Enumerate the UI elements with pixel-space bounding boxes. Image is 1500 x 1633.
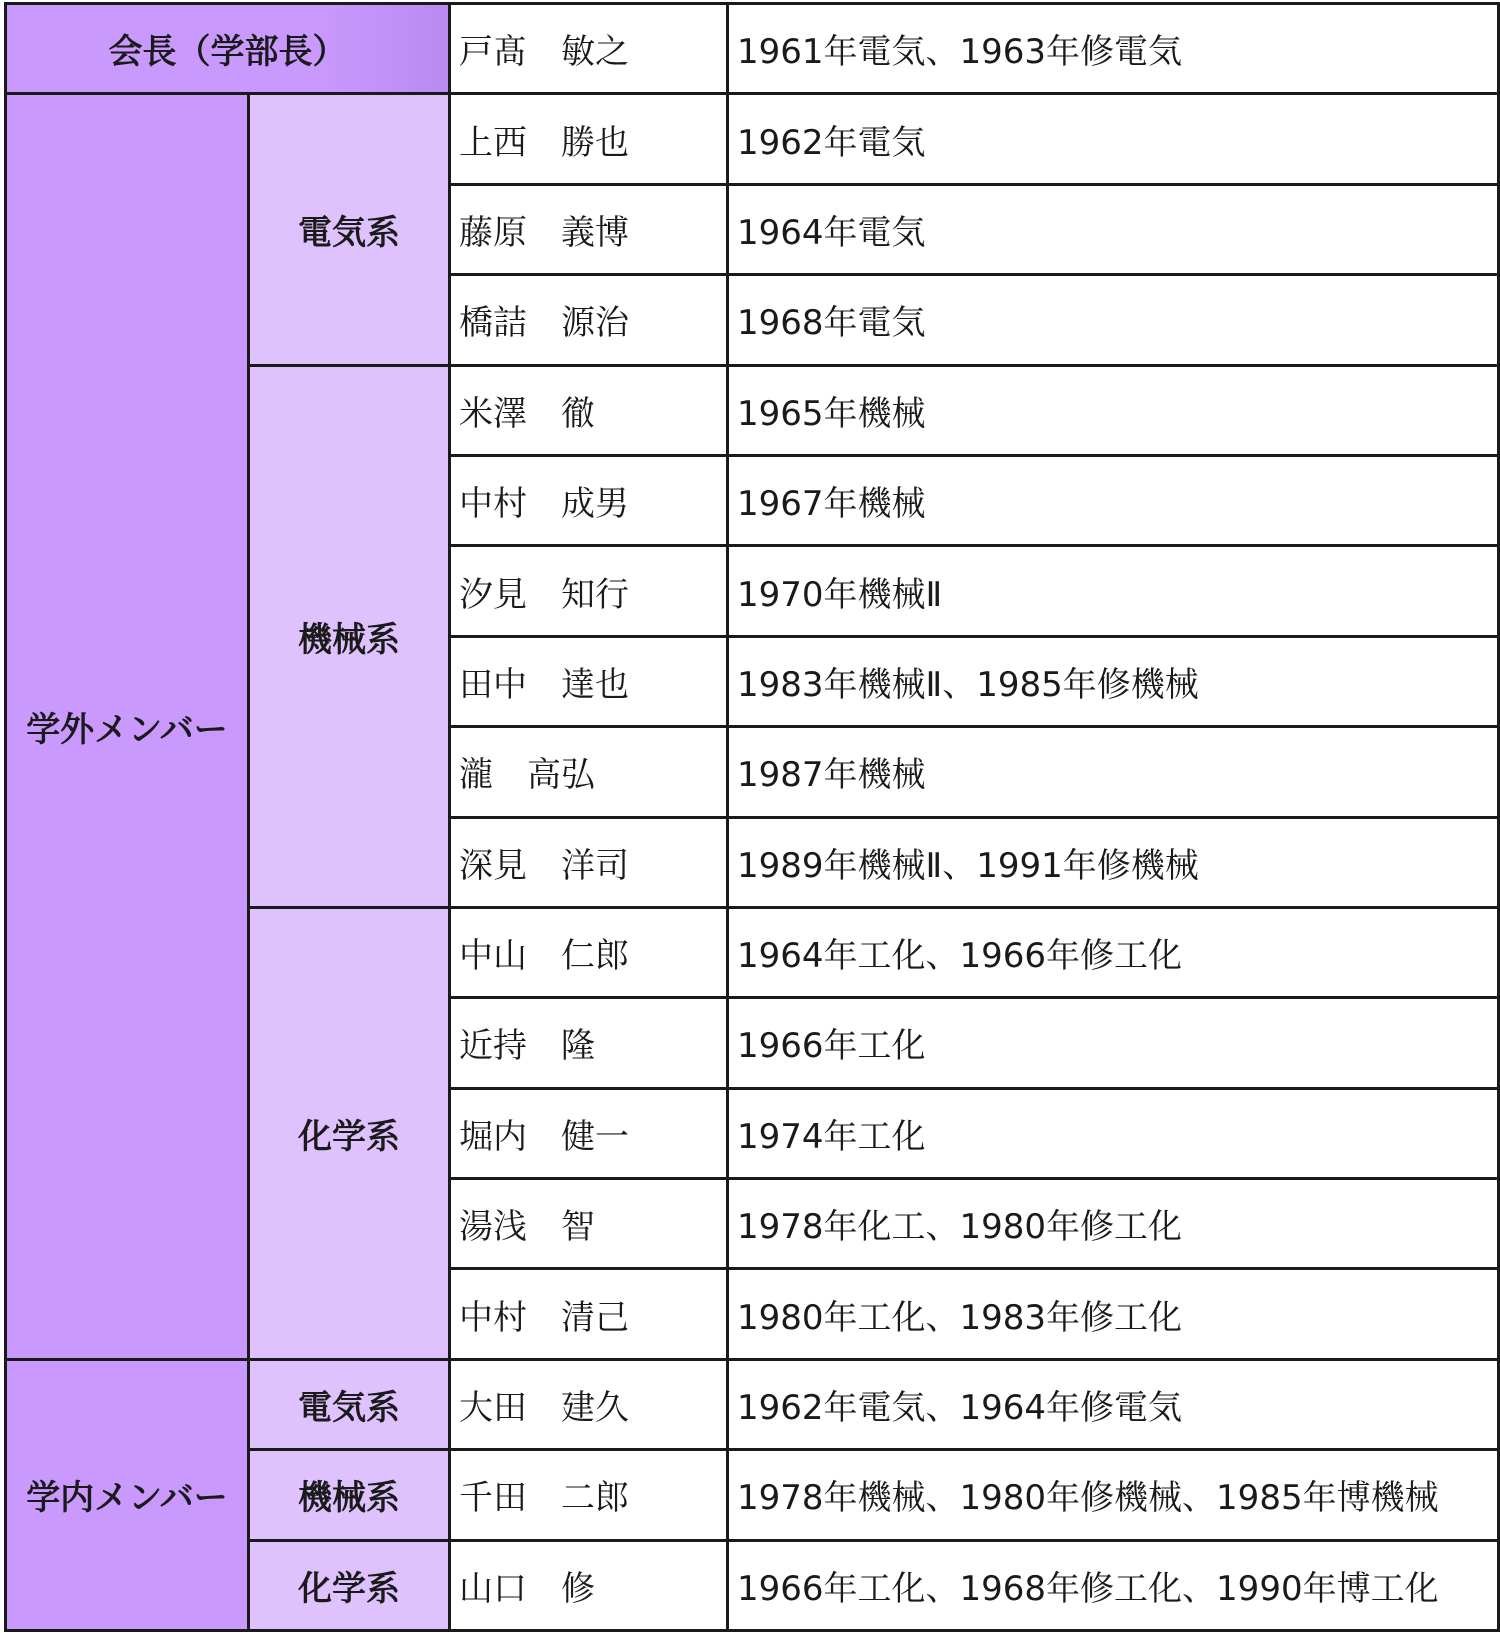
member-name: 深見 洋司: [450, 817, 728, 907]
member-history: 1978年機械、1980年修機械、1985年博機械: [728, 1450, 1499, 1540]
group-label-chemical: 化学系: [249, 907, 450, 1359]
member-history: 1962年電気: [728, 94, 1499, 184]
member-history: 1987年機械: [728, 727, 1499, 817]
member-name: 中村 清己: [450, 1269, 728, 1359]
group-label-electrical: 電気系: [249, 94, 450, 365]
member-name: 中山 仁郎: [450, 907, 728, 997]
member-history: 1967年機械: [728, 455, 1499, 545]
external-members-label: 学外メンバー: [6, 94, 249, 1359]
member-name: 汐見 知行: [450, 546, 728, 636]
member-name: 橋詰 源治: [450, 275, 728, 365]
member-history: 1962年電気、1964年修電気: [728, 1359, 1499, 1449]
member-history: 1978年化工、1980年修工化: [728, 1179, 1499, 1269]
member-name: 米澤 徹: [450, 365, 728, 455]
table-row: [6, 1359, 1499, 1449]
member-name: 田中 達也: [450, 636, 728, 726]
member-history: 1965年機械: [728, 365, 1499, 455]
group-label-electrical: 電気系: [249, 1359, 450, 1449]
member-name: 瀧 高弘: [450, 727, 728, 817]
group-label-mechanical: 機械系: [249, 1450, 450, 1540]
group-label-chemical: 化学系: [249, 1540, 450, 1630]
table-row: [6, 94, 1499, 184]
member-history: 1983年機械Ⅱ、1985年修機械: [728, 636, 1499, 726]
member-name: 上西 勝也: [450, 94, 728, 184]
member-history: 1974年工化: [728, 1088, 1499, 1178]
chair-label: 会長（学部長）: [6, 4, 450, 94]
member-name: 千田 二郎: [450, 1450, 728, 1540]
member-table: [4, 2, 1500, 1632]
member-name: 近持 隆: [450, 998, 728, 1088]
member-history: 1964年工化、1966年修工化: [728, 907, 1499, 997]
member-name: 藤原 義博: [450, 184, 728, 274]
member-name: 戸髙 敏之: [450, 4, 728, 94]
internal-members-label: 学内メンバー: [6, 1359, 249, 1630]
member-name: 湯浅 智: [450, 1179, 728, 1269]
member-history: 1966年工化: [728, 998, 1499, 1088]
member-history: 1961年電気、1963年修電気: [728, 4, 1499, 94]
member-name: 堀内 健一: [450, 1088, 728, 1178]
group-label-mechanical: 機械系: [249, 365, 450, 907]
member-history: 1968年電気: [728, 275, 1499, 365]
member-name: 山口 修: [450, 1540, 728, 1630]
member-history: 1980年工化、1983年修工化: [728, 1269, 1499, 1359]
member-history: 1989年機械Ⅱ、1991年修機械: [728, 817, 1499, 907]
member-name: 中村 成男: [450, 455, 728, 545]
table-row: [6, 4, 1499, 94]
member-history: 1970年機械Ⅱ: [728, 546, 1499, 636]
member-name: 大田 建久: [450, 1359, 728, 1449]
member-history: 1966年工化、1968年修工化、1990年博工化: [728, 1540, 1499, 1630]
member-history: 1964年電気: [728, 184, 1499, 274]
